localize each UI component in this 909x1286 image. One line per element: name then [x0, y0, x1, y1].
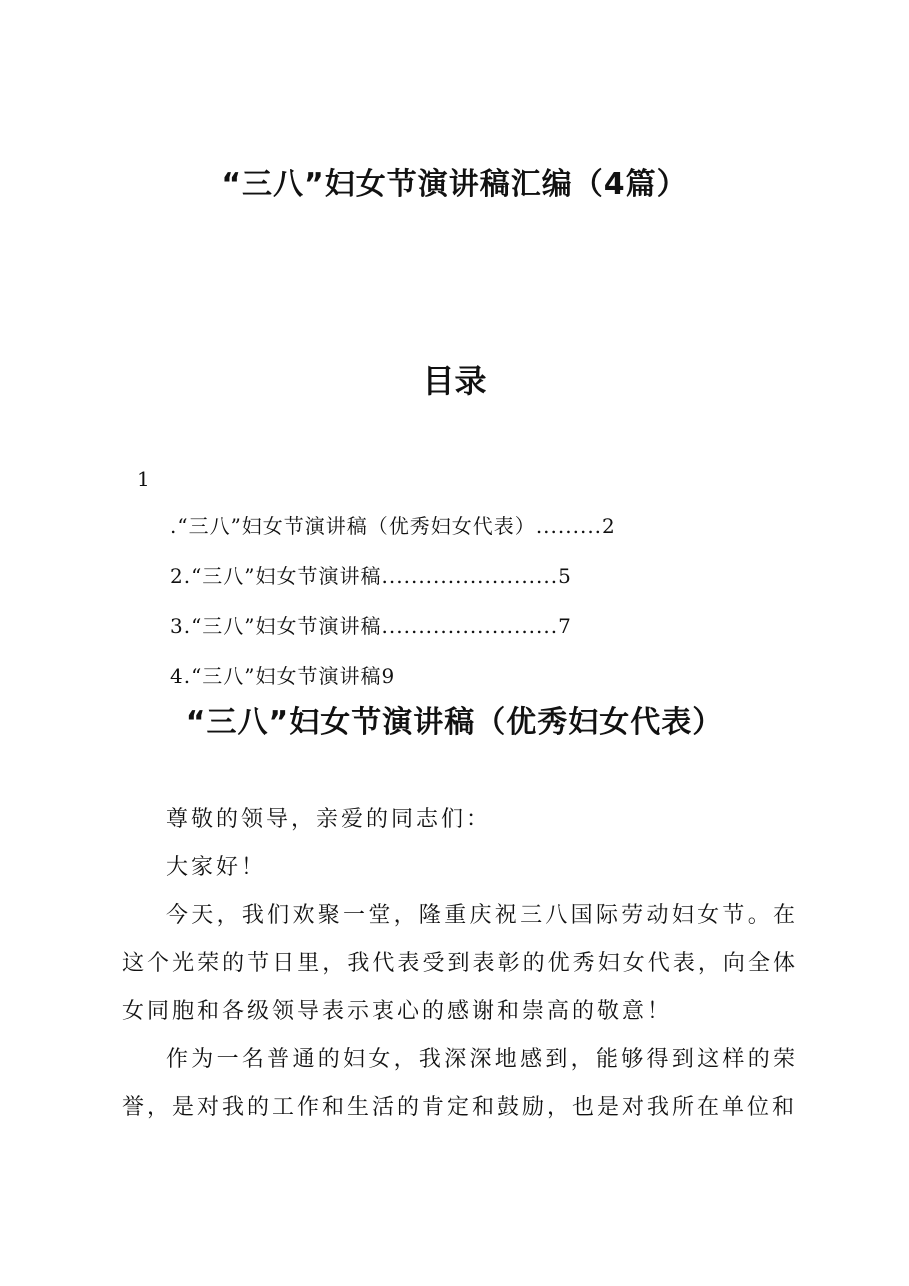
toc-entry-leader: ........................ [381, 564, 559, 588]
toc-entry-3[interactable] [170, 608, 760, 658]
toc-entry-leader: ......... [535, 514, 603, 538]
toc-entry-text: .“三八”妇女节演讲稿（优秀妇女代表） [170, 514, 536, 538]
toc-entry-page: 7 [558, 614, 571, 638]
toc-entry-2[interactable] [170, 558, 760, 608]
toc-entry-text: 3.“三八”妇女节演讲稿 [170, 614, 382, 638]
document-title: “三八”妇女节演讲稿汇编（4篇） [221, 167, 688, 202]
body-paragraph: 作为一名普通的妇女，我深深地感到，能够得到这样的荣誉，是对我的工作和生活的肯定和鼓励，也是对我所在单位和 [122, 1047, 798, 1120]
toc-entry-page: 2 [602, 514, 615, 538]
greeting: 大家好！ [166, 855, 267, 880]
toc-entry-page: 5 [558, 564, 571, 588]
table-of-contents [170, 508, 760, 708]
toc-heading: 目录 [422, 362, 487, 400]
toc-entry-leader: ........................ [381, 614, 559, 638]
salutation: 尊敬的领导，亲爱的同志们： [166, 807, 492, 832]
section-title: “三八”妇女节演讲稿（优秀妇女代表） [185, 705, 724, 740]
speech-body [122, 796, 798, 1132]
toc-entry-text: 2.“三八”妇女节演讲稿 [170, 564, 382, 588]
toc-entry-page: 9 [381, 664, 395, 688]
toc-entry-1[interactable] [170, 508, 760, 558]
toc-stray-number: 1 [137, 467, 150, 491]
toc-entry-text: 4.“三八”妇女节演讲稿 [170, 664, 382, 688]
body-paragraph: 今天，我们欢聚一堂，隆重庆祝三八国际劳动妇女节。在这个光荣的节日里，我代表受到表彰的优秀妇女代表，向全体女同胞和各级领导表示衷心的感谢和崇高的敬意！ [122, 903, 798, 1024]
